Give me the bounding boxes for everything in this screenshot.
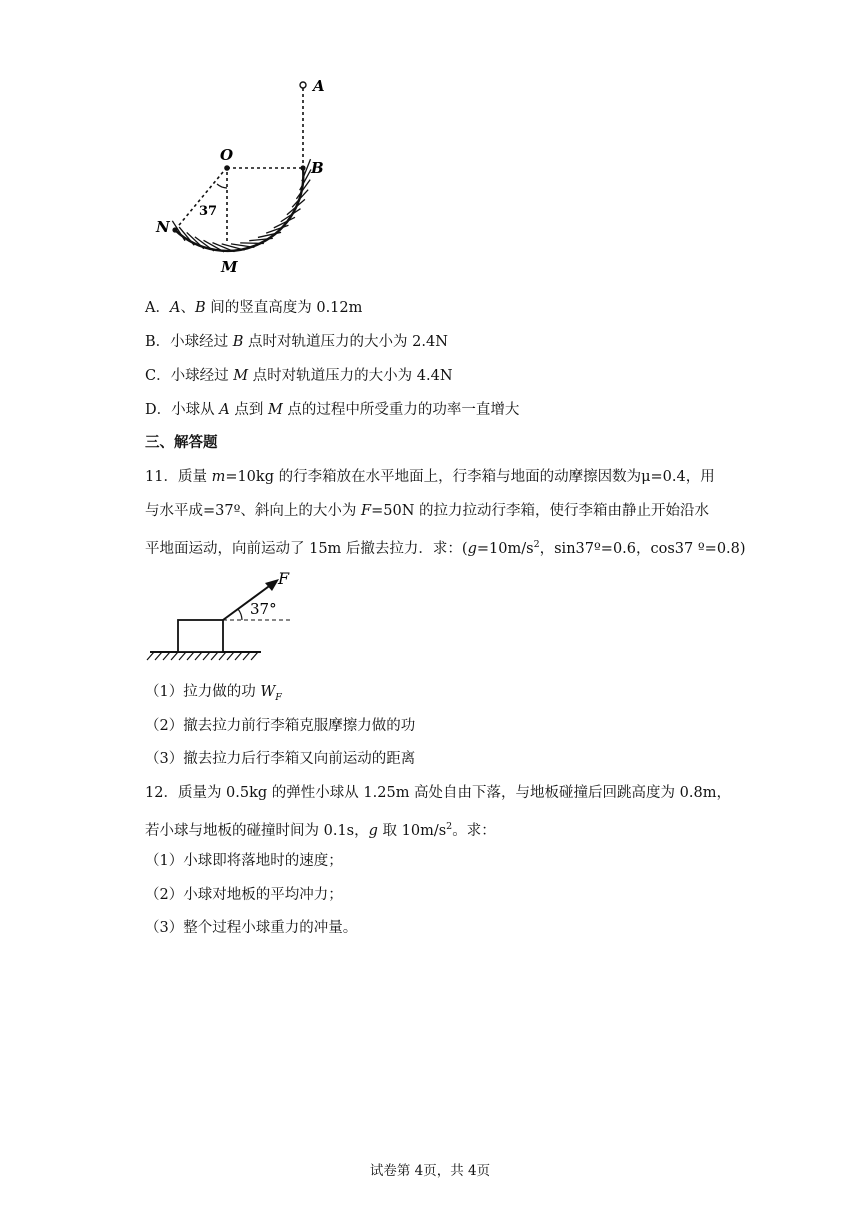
label-O: O xyxy=(220,146,234,164)
force-label: F xyxy=(278,569,290,588)
option-d: D．小球从 A 点到 M 点的过程中所受重力的功率一直增大 xyxy=(145,402,520,418)
q11-line1: 11．质量 m=10kg 的行李箱放在水平地面上，行李箱与地面的动摩擦因数为μ=0.4，用 xyxy=(145,469,715,485)
section-title: 三、解答题 xyxy=(145,434,218,451)
q12-sub3: （3）整个过程小球重力的冲量。 xyxy=(145,920,358,936)
q12-line1: 12．质量为 0.5kg 的弹性小球从 1.25m 高处自由下落，与地板碰撞后回跳高度为 0.8m， xyxy=(145,785,731,801)
q12-sub2: （2）小球对地板的平均冲力； xyxy=(145,887,343,903)
q11-sub1: （1）拉力做的功 $W_F$ xyxy=(145,684,282,703)
label-A: A xyxy=(313,77,325,95)
q11-line2: 与水平成=37º、斜向上的大小为 F=50N 的拉力拉动行李箱，使行李箱由静止开始沿水 xyxy=(145,503,709,519)
q11-sub3: （3）撤去拉力后行李箱又向前运动的距离 xyxy=(145,751,416,767)
label-B: B xyxy=(311,159,324,177)
label-M: M xyxy=(221,258,238,276)
box-force-diagram xyxy=(146,568,296,664)
q12-line2: 若小球与地板的碰撞时间为 0.1s，g 取 $10m/s^2$。求： xyxy=(145,821,496,839)
q11-line3: 平地面运动，向前运动了 15m 后撤去拉力．求：($g=10m/s^2$，sin37º=0.6，cos37 º=0.8) xyxy=(145,539,746,557)
option-a: A．A、B 间的竖直高度为 0.12m xyxy=(145,300,363,316)
page-footer: 试卷第 4页，共 4页 xyxy=(369,1163,491,1179)
q12-sub1: （1）小球即将落地时的速度； xyxy=(145,853,343,869)
angle-label: 37° xyxy=(250,600,277,618)
q11-sub2: （2）撤去拉力前行李箱克服摩擦力做的功 xyxy=(145,718,416,734)
track-diagram xyxy=(143,72,357,284)
option-b: B．小球经过 B 点时对轨道压力的大小为 2.4N xyxy=(145,334,448,350)
label-N: N xyxy=(156,218,170,236)
label-angle: 37 xyxy=(199,204,218,219)
option-c: C．小球经过 M 点时对轨道压力的大小为 4.4N xyxy=(145,368,453,384)
